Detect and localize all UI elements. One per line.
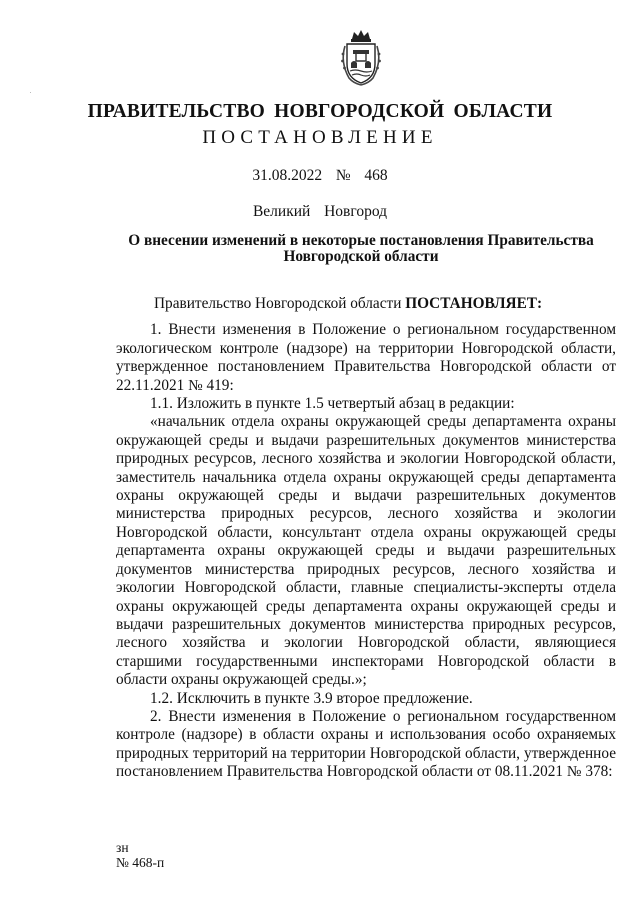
document-type: ПОСТАНОВЛЕНИЕ [202, 127, 438, 148]
document-reference: № 468-п [116, 855, 165, 870]
lead-prefix: Правительство Новгородской области [154, 295, 406, 312]
scan-speck [30, 92, 31, 93]
document-subject: О внесении изменений в некоторые постановления Правительства Новгородской области [128, 232, 594, 265]
document-body [116, 295, 616, 782]
date-and-number: 31.08.2022 № 468 [252, 167, 388, 184]
executor-initials: зн [116, 840, 129, 855]
resolution-lead [116, 295, 616, 313]
issue-city: Великий Новгород [252, 203, 388, 220]
paragraph-1: 1. Внести изменения в Положение о региональном государственном экологическом контроле (надзоре) на территории Новгородской области, утвержденное постановлением Правительства Новгородской области от 22.11.2021 № 419: [116, 321, 616, 394]
paragraph-1-1: 1.1. Изложить в пункте 1.5 четвертый абзац в редакции: [150, 395, 515, 413]
paragraph-2: 2. Внести изменения в Положение о региональном государственном контроле (надзоре) в области охраны и использования особо охраняемых природных территорий на территории Новгородской области, утвержденное постановлением Правительства Новгородской области от 08.11.2021 № 378: [116, 707, 616, 781]
novgorod-coat-of-arms-icon [339, 28, 383, 86]
footer-marks [116, 840, 164, 870]
lead-verb: ПОСТАНОВЛЯЕТ: [405, 295, 543, 312]
government-title: ПРАВИТЕЛЬСТВО НОВГОРОДСКОЙ ОБЛАСТИ [87, 101, 553, 122]
paragraph-1-1-quote: «начальник отдела охраны окружающей среды департамента охраны окружающей среды и выдачи разрешительных документов министерства природных ресурсов, лесного хозяйства и экологии Новгородской области, заместитель начальника отдела охраны окружающей среды департамента охраны окружающей среды и выдачи разрешительных документов министерства природных ресурсов, лесного хозяйства и экологии Новгородской области, консультант отдела охраны окружающей среды департамента охраны окружающей среды и выдачи разрешительных документов министерства природных ресурсов, лесного хозяйства и экологии Новгородской области, главные специалисты-эксперты отдела охраны окружающей среды департамента охраны окружающей среды и выдачи разрешительных документов министерства природных ресурсов, лесного хозяйства и экологии Новгородской области, являющиеся старшими государственными инспекторами Новгородской области в области охраны окружающей среды.»; [116, 413, 616, 689]
paragraph-1-2: 1.2. Исключить в пункте 3.9 второе предложение. [150, 689, 473, 707]
